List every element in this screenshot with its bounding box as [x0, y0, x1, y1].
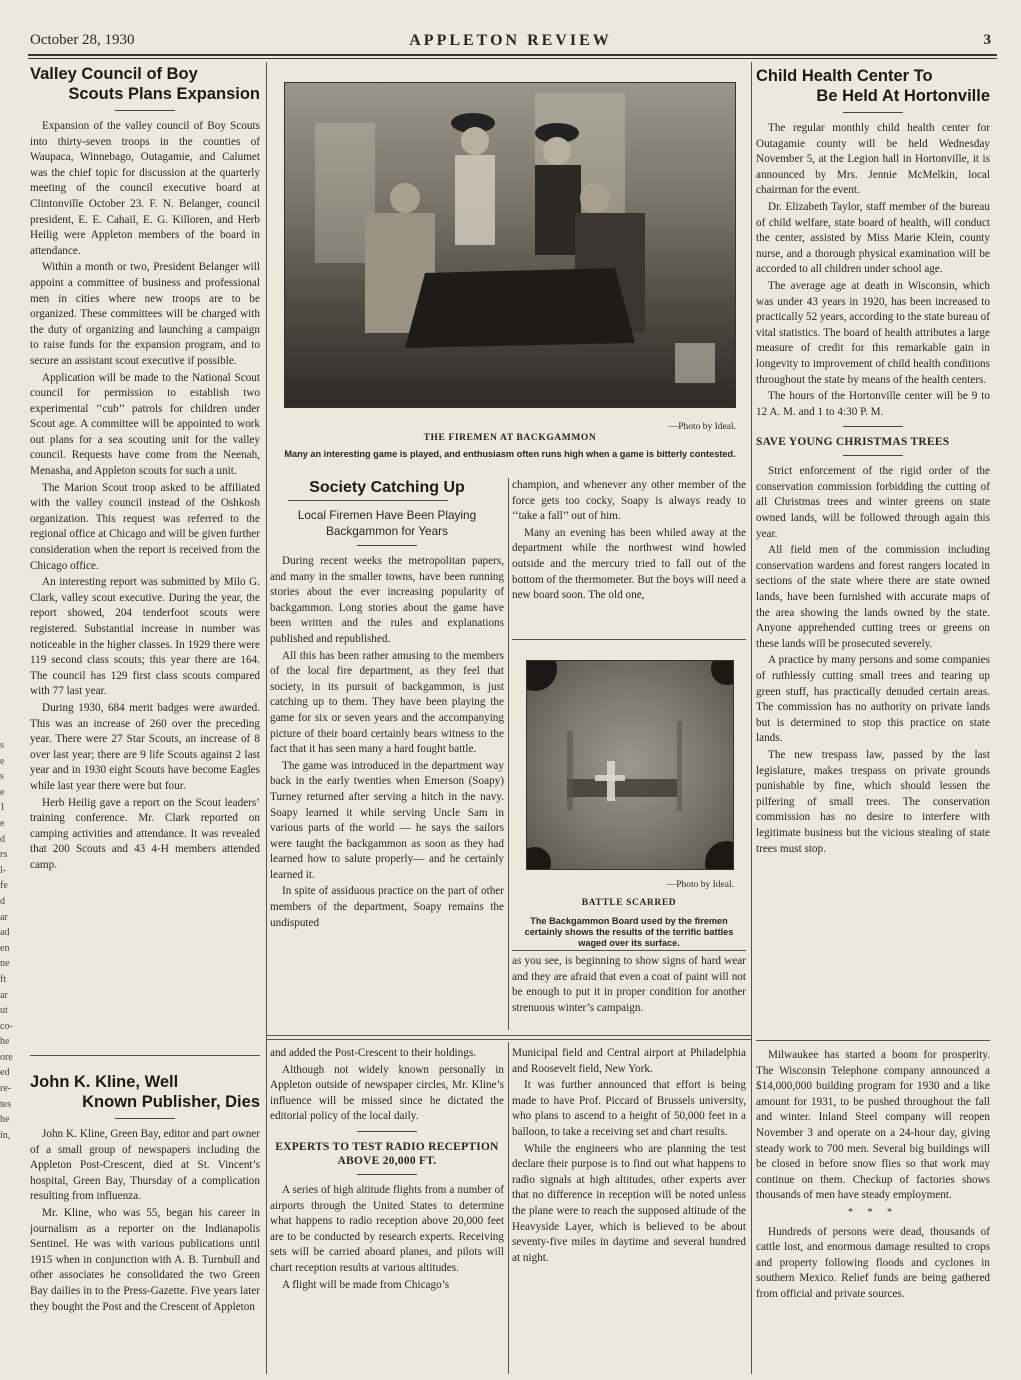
article-paragraph: Herb Heilig gave a report on the Scout leaders’ training conference. Mr. Clark reported on camping activities and attendance. It was revealed that 200 Scouts and 43 4-H members attended camp.: [30, 796, 260, 871]
page-header: [30, 30, 991, 54]
separator-stars: * * *: [848, 1206, 898, 1218]
photo-title: THE FIREMEN AT BACKGAMMON: [423, 433, 597, 443]
column-rule: [266, 62, 267, 1374]
kline-continued-and-experts: [270, 1046, 504, 1372]
society-continued: [512, 478, 746, 636]
article-paragraph: Municipal field and Central airport at Philadelphia and Roosevelt field, New York.: [512, 1047, 746, 1075]
article-paragraph: Expansion of the valley council of Boy Scouts into thirty-seven troops in the counties of Waupaca, Winnebago, Outagamie, and Calumet was the chief topic for discussion at the quarterly meeting of the council executive board at Clintonville October 23. F. N. Belanger, council president, E. E. Cahail, E. G. Killoren, and Herb Heilig were Appleton members of the board in attendance.: [30, 120, 260, 257]
firemen-photo: [284, 82, 736, 408]
margin-fragments: s e s e 1 e d rs l- fe d ar ad en ne ft ar ut co- he ore ed re- tes he in,: [0, 740, 13, 1141]
backgammon-board-image: [527, 661, 734, 870]
article-paragraph: as you see, is beginning to show signs of hard wear and they are afraid that even a coat of paint will not be enough to put it in proper condition for another strenuous winter’s campaign.: [512, 955, 746, 1014]
article-paragraph: Hundreds of persons were dead, thousands of cattle lost, and enormous damage resulted to crops and property following floods and cyclones in southern Mexico. Relief funds are being gathered from official and private sources.: [756, 1225, 990, 1300]
article-paragraph: John K. Kline, Green Bay, editor and part owner of a small group of newspapers including the Appleton Post-Crescent, died at St. Vincent’s hospital, Green Bay, Thursday of a complication resulting from influenza.: [30, 1128, 260, 1203]
article-paragraph: The Marion Scout troop asked to be affiliated with the valley council instead of the Oshkosh organization. This request was referred to the regional office at Chicago and will be given further consideration when the report is received from the Chicago office.: [30, 481, 260, 572]
article-paragraph: During recent weeks the metropolitan papers, and many in the smaller towns, have been running stories about the ever increasing popularity of backgammon. Long stories about the game have been written and the rules and explanations published and republished.: [270, 555, 504, 645]
headline-rule: [843, 455, 903, 456]
article-paragraph: A series of high altitude flights from a number of airports through the United States to determine what happens to radio reception above 20,000 feet are to be conducted by research experts. Receiving sets will be carried aboard planes, and pilots will chart reception results at various altitudes.: [270, 1183, 504, 1274]
photo-caption: The Backgammon Board used by the firemen certainly shows the results of the terrific battles waged over its surface.: [524, 916, 734, 948]
headline-rule: [357, 545, 417, 546]
section-rule: [266, 1035, 751, 1036]
article-paragraph: While the engineers who are planning the test declare their purpose is to find out what happens to radio signals at high altitudes, other experts aver that no difference in reception will be noted unless the plane were to reach the supposed altitude of the Heavyside Layer, which is believed to be about seventy-five miles in daytime and several hundred at night.: [512, 1142, 746, 1264]
backgammon-board-photo: [526, 660, 734, 870]
scouts-headline: Valley Council of Boy Scouts Plans Expansion: [30, 65, 260, 103]
article-paragraph: champion, and whenever any other member of the force gets too cocky, Soapy is always ready to ‘‘take a fall’’ out of him.: [512, 479, 746, 523]
article-paragraph: An interesting report was submitted by Milo G. Clark, valley scout executive. During the year, the report showed, 204 tenderfoot scouts were registered. Substantial increase in number was noticeable in the higher classes. In 1929 there were 119 second class scouts; this year there are 164. The council has 129 first class scouts compared with 77 last year.: [30, 576, 260, 698]
society-article: [270, 478, 504, 1034]
section-rule: [266, 1039, 751, 1040]
article-paragraph: Dr. Elizabeth Taylor, staff member of the bureau of child welfare, state board of health, will conduct the center, assisted by Miss Marie Klein, county nurse, and a thorough physical examination will be accorded to all children under school age.: [756, 200, 990, 276]
article-paragraph: All this has been rather amusing to the members of the local fire department, as they feel that society, in its pursuit of backgammon, is just catching up to them. They have been playing the game for six or seven years and the accompanying picture of their board certainly bears witness to the fact that it has seen many a hard fought battle.: [270, 649, 504, 756]
article-paragraph: Strict enforcement of the rigid order of the conservation commission forbidding the cutting of all Christmas trees and winter greens on state owned lands, will be followed through again this year.: [756, 465, 990, 540]
milwaukee-article: [756, 1048, 990, 1372]
article-paragraph: Application will be made to the National Scout council for permission to establish two experimental ‘‘cub’’ patrols for children under Scout age. A committee will be appointed to work out plans for a sea scouting unit for the valley council. Requests have come from the Neenah, Menasha, and Appleton scouts for such a unit.: [30, 371, 260, 478]
header-rule: [28, 54, 997, 59]
headline-rule: [115, 110, 175, 111]
article-paragraph: The hours of the Hortonville center will be 9 to 12 A. M. and 1 to 4:30 P. M.: [756, 390, 990, 418]
page-number: 3: [983, 32, 991, 48]
photo-title: BATTLE SCARRED: [581, 898, 677, 908]
article-paragraph: A flight will be made from Chicago’s: [282, 1278, 450, 1291]
article-paragraph: Although not widely known personally in Appleton outside of newspaper circles, Mr. Kline’s influence will be missed since he dictated the editorial policy of the local daily.: [270, 1063, 504, 1123]
scouts-article: [30, 64, 260, 1050]
article-paragraph: Mr. Kline, who was 55, began his career in journalism as a reporter on the Indianapolis Sentinel. He was with various publications until 1915 when in conjunction with A. B. Turnbull and other associates he consolidated the two Green Bay dailies in to the Press-Gazette. Five years later they bought the Post and the Crescent of Appleton: [30, 1206, 260, 1313]
article-paragraph: and added the Post-Crescent to their holdings.: [270, 1047, 476, 1059]
headline-rule: [115, 1118, 175, 1119]
article-paragraph: All field men of the commission including conservation wardens and forest rangers located in sections of the state where there are state owned lands, have been furnished with accurate maps of the area showing the lands owned by the state. Anyone apprehended cutting trees or greens on these lands will be prosecuted severely.: [756, 544, 990, 650]
health-and-trees-articles: [756, 66, 990, 1042]
newspaper-masthead: APPLETON REVIEW: [409, 32, 612, 49]
article-paragraph: During 1930, 684 merit badges were awarded. This was an increase of 260 over the preceding year. There were 27 Star Scouts, an increase of 8 over last year; there are 9 life Scouts against 2 last year and in 1930 eight Scouts have become Eagles while last year there were but four.: [30, 701, 260, 792]
kline-headline: John K. Kline, Well Known Publisher, Dies: [30, 1073, 260, 1111]
article-paragraph: In spite of assiduous practice on the part of other members of the department, Soapy remains the undisputed: [270, 885, 504, 929]
issue-date: October 28, 1930: [30, 32, 135, 48]
section-rule: [30, 1055, 260, 1056]
society-continued-bottom: [512, 954, 746, 1032]
article-paragraph: The new trespass law, passed by the last legislature, makes trespass on private grounds punishable by fine, which should lessen the pilfering of small trees. The conservation commission has no desire to interfere with legitimate business but the vicious stealing of state trees must stop.: [756, 748, 990, 855]
photo-caption: Many an interesting game is played, and enthusiasm often runs high when a game is bitterly contested.: [284, 449, 736, 459]
article-paragraph: It was further announced that effort is being made to have Prof. Piccard of Brussels university, who plans to ascend to a height of 50,000 feet in a balloon, to take a receiving set and chart results.: [512, 1079, 746, 1138]
photo-credit: —Photo by Ideal.: [666, 880, 734, 890]
column-rule: [751, 62, 752, 1374]
kline-article: [30, 1072, 260, 1372]
article-paragraph: Milwaukee has started a boom for prosperity. The Wisconsin Telephone company announced a $14,000,000 building program for 1930 and a like amount for 1931, to be pushed throughout the fall and winter. Inland Steel company will reopen November 3 and operate on a 24-hour day, giving steady work to 700 men. Several big buildings will be closed in before snow flies so that work may continue on them. Checkup of factories shows thousands of men have steady employment.: [756, 1049, 990, 1202]
column-rule: [508, 1042, 509, 1374]
article-paragraph: The regular monthly child health center for Outagamie county will be held Wednesday November 5, at the Legion hall in Hortonville, it is announced by Mrs. Jennie McMelkin, local chairman for the event.: [756, 122, 990, 197]
article-paragraph: Within a month or two, President Belanger will appoint a committee of business and professional men in cities where new troops are to be organized. These committees will be charged with the duty of organizing and launching a campaign to raise funds for the expansion program, and to secure an assistant scout executive if possible.: [30, 261, 260, 367]
article-paragraph: The game was introduced in the department way back in the early twenties when Emerson (Soapy) Turney returned after serving a hitch in the navy. Soapy learned it while serving Uncle Sam in various parts of the world — he says the sailors were taught the backgammon as soon as they had learned how to salute properly— and he certainly learned it.: [270, 759, 504, 881]
article-paragraph: The average age at death in Wisconsin, which was under 43 years in 1920, has been increased to practically 52 years, according to the state bureau of vital statistics. The board of health attributes a large measure of credit for this remarkable gain in longevity to improvement of child health conditions throughout the state by means of the health centers.: [756, 279, 990, 386]
experts-headline: EXPERTS TO TEST RADIO RECEPTION ABOVE 20,000 FT.: [275, 1140, 499, 1167]
photo-credit: —Photo by Ideal.: [668, 422, 736, 432]
firemen-photo-image: [285, 83, 736, 408]
headline-rule: [357, 1174, 417, 1175]
society-headline: Society Catching Up: [309, 479, 465, 496]
health-headline: Child Health Center To Be Held At Hortonville: [756, 67, 990, 105]
trees-headline: SAVE YOUNG CHRISTMAS TREES: [756, 436, 950, 449]
experts-continued: [512, 1046, 746, 1372]
article-paragraph: Many an evening has been whiled away at the department while the northwest wind howled outside and the mercury tried to fall out of the bottom of the thermometer. But the boys will need a new board soon. The old one,: [512, 526, 746, 602]
article-paragraph: A practice by many persons and some companies of ruthlessly cutting small trees and tearing up green stuff, has practically denuded certain areas. The commission has no authority on private lands but is determined to stop this practice on state lands.: [756, 654, 990, 745]
headline-rule: [843, 112, 903, 113]
column-rule: [508, 478, 509, 1030]
society-deck: Local Firemen Have Been Playing Backgammon for Years: [297, 508, 477, 538]
